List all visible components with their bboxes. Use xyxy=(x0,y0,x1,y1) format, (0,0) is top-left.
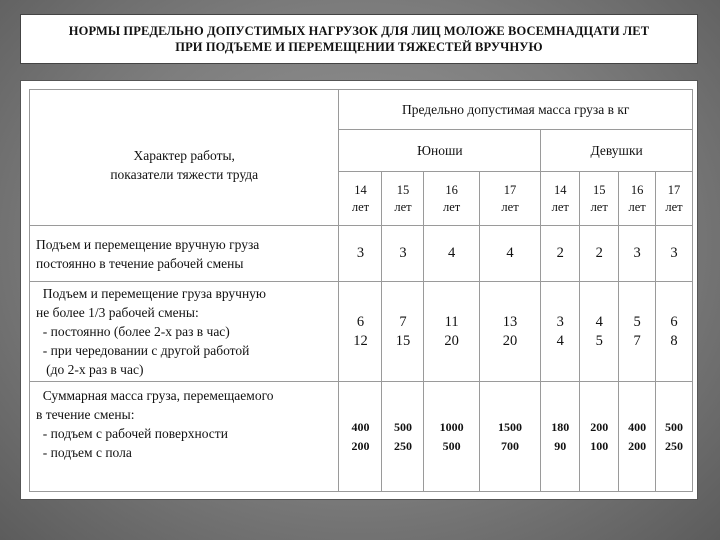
row-label-line: - подъем с пола xyxy=(36,445,132,460)
value-cell xyxy=(424,282,479,382)
value-cell xyxy=(619,382,656,492)
row-label xyxy=(30,282,339,382)
value: 4 xyxy=(448,245,456,261)
value: 250 xyxy=(665,438,684,453)
value-cell xyxy=(479,226,540,282)
value: 12 xyxy=(353,332,368,349)
value-cell xyxy=(424,382,479,492)
value: 700 xyxy=(501,438,520,453)
value: 500 xyxy=(665,419,684,434)
table-row xyxy=(30,282,693,382)
value-cell xyxy=(541,226,580,282)
row-label-line: Подъем и перемещение груза вручную xyxy=(36,286,267,301)
title-line-1: НОРМЫ ПРЕДЕЛЬНО ДОПУСТИМЫХ НАГРУЗОК ДЛЯ ЛИЦ МОЛОЖЕ ВОСЕМНАДЦАТИ ЛЕТ xyxy=(68,24,650,38)
age-cell xyxy=(382,172,424,226)
value-cell xyxy=(382,282,424,382)
age-unit: лет xyxy=(394,199,412,214)
value-cell xyxy=(479,382,540,492)
age-unit: лет xyxy=(590,199,608,214)
value: 13 xyxy=(502,313,518,330)
age-cell xyxy=(619,172,656,226)
age-number: 15 xyxy=(396,182,410,197)
value-cell xyxy=(580,382,619,492)
value: 400 xyxy=(351,419,370,434)
value: 200 xyxy=(590,419,609,434)
value-cell xyxy=(382,382,424,492)
row-label-line: - при чередовании с другой работой xyxy=(36,343,250,358)
table-row xyxy=(30,382,693,492)
mass-header: Предельно допустимая масса груза в кг xyxy=(339,90,693,130)
value: 5 xyxy=(633,313,641,330)
value: 5 xyxy=(595,332,603,349)
age-number: 17 xyxy=(503,182,517,197)
age-number: 16 xyxy=(630,182,644,197)
row-label-line: в течение смены: xyxy=(36,407,135,422)
value: 500 xyxy=(393,419,412,434)
value: 4 xyxy=(595,313,603,330)
age-number: 17 xyxy=(667,182,681,197)
age-cell xyxy=(339,172,382,226)
age-cell xyxy=(424,172,479,226)
value-cell xyxy=(619,226,656,282)
value: 4 xyxy=(506,245,514,261)
title-line-2: ПРИ ПОДЪЕМЕ И ПЕРЕМЕЩЕНИИ ТЯЖЕСТЕЙ ВРУЧНУЮ xyxy=(175,40,543,54)
value: 1500 xyxy=(498,419,523,434)
value: 200 xyxy=(628,438,647,453)
age-number: 16 xyxy=(445,182,458,197)
table-sheet xyxy=(20,80,698,500)
row-label xyxy=(30,226,339,282)
value: 4 xyxy=(556,332,564,349)
row-label-line: - постоянно (более 2-х раз в час) xyxy=(36,324,230,339)
row-label-line: - подъем с рабочей поверхности xyxy=(36,426,228,441)
value: 7 xyxy=(399,313,407,330)
row-label-line: постоянно в течение рабочей смены xyxy=(36,255,244,271)
value: 3 xyxy=(633,245,641,261)
value: 250 xyxy=(393,438,412,453)
value-cell xyxy=(339,282,382,382)
value-cell xyxy=(656,282,693,382)
value: 2 xyxy=(595,245,603,261)
value: 90 xyxy=(554,438,567,453)
value: 1000 xyxy=(439,419,464,434)
age-unit: лет xyxy=(551,199,569,214)
value: 3 xyxy=(399,245,407,261)
age-cell xyxy=(580,172,619,226)
value: 20 xyxy=(444,332,459,349)
row-label-line: Суммарная масса груза, перемещаемого xyxy=(36,388,274,403)
value: 7 xyxy=(633,332,641,349)
age-cell xyxy=(656,172,693,226)
value: 8 xyxy=(670,332,678,349)
age-unit: лет xyxy=(665,199,683,214)
value-cell xyxy=(580,226,619,282)
age-number: 14 xyxy=(554,182,567,197)
age-unit: лет xyxy=(443,199,461,214)
row-label-line: Подъем и перемещение вручную груза xyxy=(36,236,260,252)
value: 100 xyxy=(590,438,609,453)
age-unit: лет xyxy=(501,199,519,214)
age-cell xyxy=(541,172,580,226)
value: 6 xyxy=(670,313,678,330)
value: 11 xyxy=(444,313,459,330)
value: 400 xyxy=(628,419,647,434)
value-cell xyxy=(541,282,580,382)
value: 200 xyxy=(351,438,370,453)
value-cell xyxy=(619,282,656,382)
value-cell xyxy=(339,382,382,492)
value: 3 xyxy=(556,313,564,330)
value: 500 xyxy=(442,438,461,453)
norms-table xyxy=(29,89,693,492)
age-number: 14 xyxy=(354,182,367,197)
value: 20 xyxy=(502,332,518,349)
age-unit: лет xyxy=(628,199,646,214)
value-cell xyxy=(424,226,479,282)
value-cell xyxy=(656,382,693,492)
value: 3 xyxy=(356,245,365,261)
group-girls: Девушки xyxy=(541,130,693,172)
value-cell xyxy=(339,226,382,282)
work-header-line-1: Характер работы, xyxy=(133,147,235,163)
row-label-line: (до 2-х раз в час) xyxy=(36,362,144,377)
table-row xyxy=(30,226,693,282)
value-cell xyxy=(479,282,540,382)
value: 2 xyxy=(556,245,564,261)
group-boys: Юноши xyxy=(339,130,541,172)
document-title xyxy=(20,14,698,64)
row-label xyxy=(30,382,339,492)
value-cell xyxy=(656,226,693,282)
age-cell xyxy=(479,172,540,226)
age-unit: лет xyxy=(351,199,370,214)
work-type-header xyxy=(30,90,339,226)
value: 180 xyxy=(551,419,570,434)
value: 15 xyxy=(395,332,411,349)
row-label-line: не более 1/3 рабочей смены: xyxy=(36,305,199,320)
value-cell xyxy=(382,226,424,282)
work-header-line-2: показатели тяжести труда xyxy=(110,166,259,182)
value-cell xyxy=(541,382,580,492)
age-number: 15 xyxy=(592,182,606,197)
value-cell xyxy=(580,282,619,382)
value: 6 xyxy=(356,313,365,330)
value: 3 xyxy=(670,245,678,261)
